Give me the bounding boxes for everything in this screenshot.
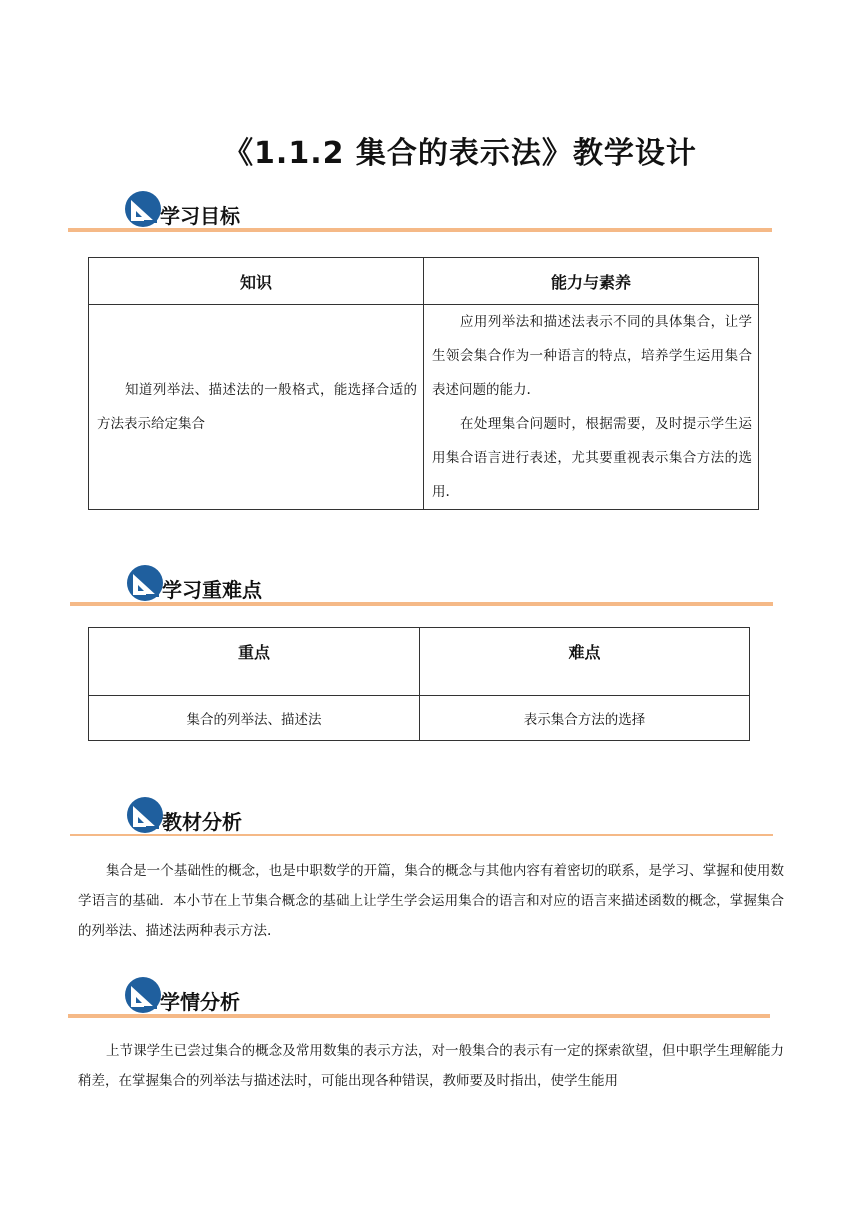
section-divider (68, 228, 772, 232)
header-ability: 能力与素养 (424, 258, 759, 305)
section-header-students (68, 976, 770, 1024)
keypoints-table (88, 627, 750, 741)
section-title: 学习目标 (160, 204, 240, 228)
knowledge-cell (89, 305, 424, 510)
set-square-icon (124, 976, 162, 1014)
goals-table (88, 257, 759, 510)
section-divider (68, 1014, 770, 1018)
section-title: 学习重难点 (162, 578, 262, 602)
key-cell: 集合的列举法、描述法 (89, 696, 420, 741)
header-key: 重点 (89, 628, 420, 696)
ability-text-1: 应用列举法和描述法表示不同的具体集合，让学生领会集合作为一种语言的特点，培养学生运用集合表述问题的能力. (432, 314, 752, 398)
set-square-icon (126, 796, 164, 834)
section-header-material (70, 796, 773, 844)
ability-text-2: 在处理集合问题时，根据需要，及时提示学生运用集合语言进行表述，尤其要重视表示集合方法的选用. (432, 416, 752, 500)
material-paragraph: 集合是一个基础性的概念，也是中职数学的开篇，集合的概念与其他内容有着密切的联系，是学习、掌握和使用数学语言的基础．本小节在上节集合概念的基础上让学生学会运用集合的语言和对应的语言来描述函数的概念，掌握集合的列举法、描述法两种表示方法. (78, 863, 784, 939)
header-knowledge: 知识 (89, 258, 424, 305)
set-square-icon (124, 190, 162, 228)
section-divider (70, 602, 773, 606)
document-title: 《1.1.2 集合的表示法》教学设计 (223, 136, 697, 171)
section-title: 学情分析 (160, 990, 240, 1014)
section-header-goals (68, 190, 772, 238)
students-paragraph: 上节课学生已尝过集合的概念及常用数集的表示方法，对一般集合的表示有一定的探索欲望，但中职学生理解能力稍差，在掌握集合的列举法与描述法时，可能出现各种错误，教师要及时指出，使学生能用 (78, 1043, 784, 1089)
section-header-keypoints (70, 564, 773, 612)
section-title: 教材分析 (162, 810, 242, 834)
knowledge-text: 知道列举法、描述法的一般格式，能选择合适的方法表示给定集合 (97, 382, 417, 432)
header-difficult: 难点 (420, 628, 750, 696)
ability-cell (424, 305, 759, 510)
set-square-icon (126, 564, 164, 602)
difficult-cell: 表示集合方法的选择 (420, 696, 750, 741)
section-divider (70, 834, 773, 836)
